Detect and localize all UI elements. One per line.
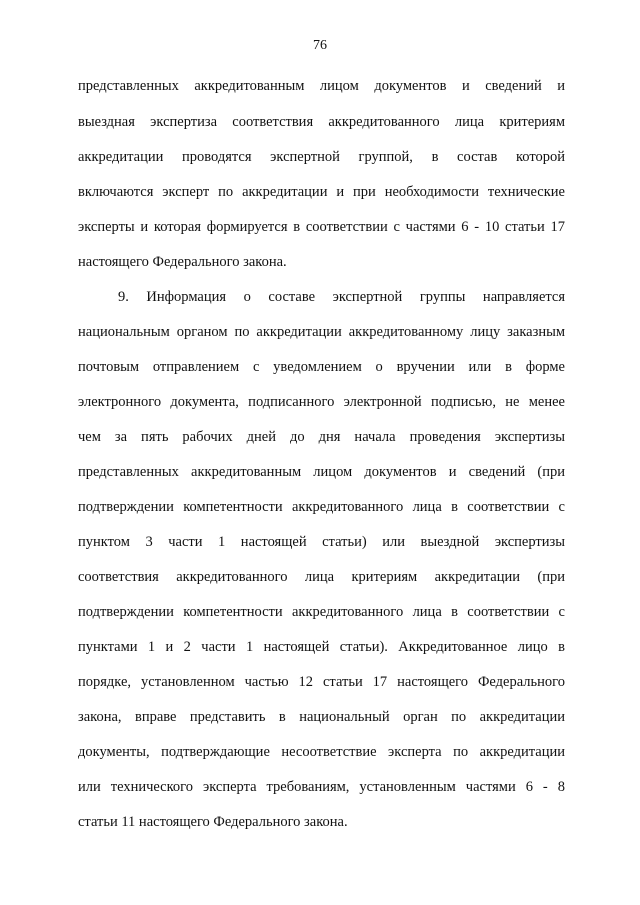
text-line: порядке, установленном частью 12 статьи 17 настоящего Федерального xyxy=(78,674,565,690)
text-line: чем за пять рабочих дней до дня начала проведения экспертизы xyxy=(78,429,565,445)
text-line: подтверждении компетентности аккредитованного лица в соответствии с xyxy=(78,604,565,620)
text-line: представленных аккредитованным лицом документов и сведений (при xyxy=(78,464,565,480)
text-line: 9. Информация о составе экспертной группы направляется xyxy=(118,289,565,305)
text-line: выездная экспертиза соответствия аккредитованного лица критериям xyxy=(78,114,565,130)
text-line: электронного документа, подписанного электронной подписью, не менее xyxy=(78,394,565,410)
text-line: подтверждении компетентности аккредитованного лица в соответствии с xyxy=(78,499,565,515)
text-line: соответствия аккредитованного лица критериям аккредитации (при xyxy=(78,569,565,585)
text-line: аккредитации проводятся экспертной группой, в состав которой xyxy=(78,149,565,165)
text-line: пунктом 3 части 1 настоящей статьи) или выездной экспертизы xyxy=(78,534,565,550)
text-line: пунктами 1 и 2 части 1 настоящей статьи). Аккредитованное лицо в xyxy=(78,639,565,655)
text-line: национальным органом по аккредитации аккредитованному лицу заказным xyxy=(78,324,565,340)
text-line: настоящего Федерального закона. xyxy=(78,254,287,270)
text-line: документы, подтверждающие несоответствие эксперта по аккредитации xyxy=(78,744,565,760)
text-line: почтовым отправлением с уведомлением о вручении или в форме xyxy=(78,359,565,375)
text-line: или технического эксперта требованиям, установленным частями 6 - 8 xyxy=(78,779,565,795)
text-line: закона, вправе представить в национальный орган по аккредитации xyxy=(78,709,565,725)
text-line: представленных аккредитованным лицом документов и сведений и xyxy=(78,78,565,94)
text-line: эксперты и которая формируется в соответствии с частями 6 - 10 статьи 17 xyxy=(78,219,565,235)
text-line: включаются эксперт по аккредитации и при необходимости технические xyxy=(78,184,565,200)
page-number: 76 xyxy=(313,38,327,53)
text-line: статьи 11 настоящего Федерального закона. xyxy=(78,814,348,830)
